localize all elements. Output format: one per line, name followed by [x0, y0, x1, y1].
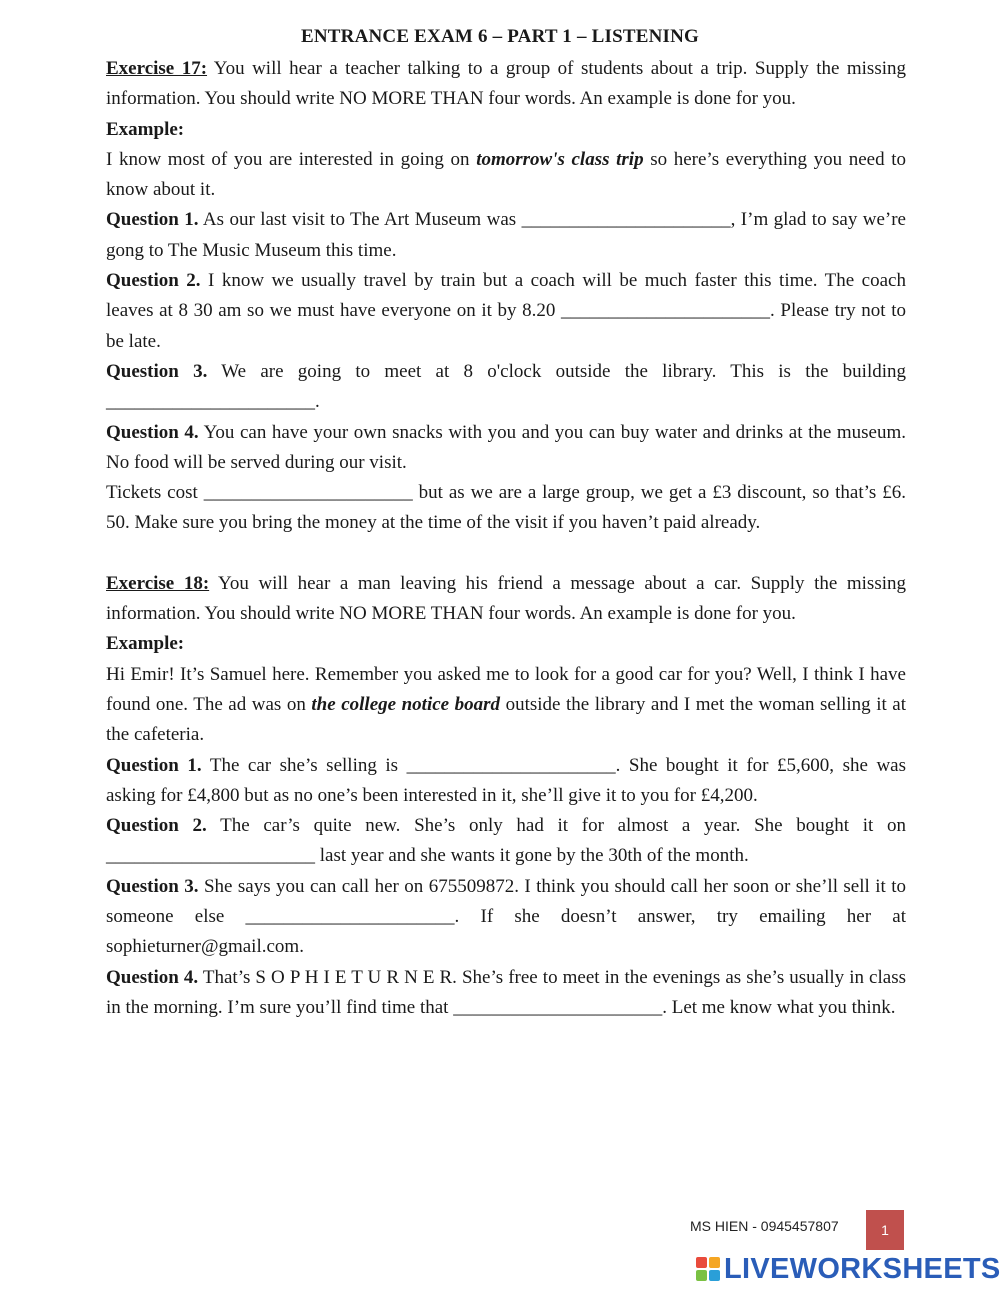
ex17-question-4-tickets: Tickets cost ______________________ but as we are a large group, we get a £3 discount, so that’s £6. 50. Make sure you bring the money at the time of the visit if you haven’t paid already. [106, 482, 906, 534]
ex18-question-4: Question 4. That’s S O P H I E T U R N E R. She’s free to meet in the evenings as she’s usually in class in the morning. I’m sure you’ll find time that ______________________. Let me know what you think. [106, 966, 906, 1018]
ex17-question-1: Question 1. As our last visit to The Art Museum was ______________________, I’m glad to say we’re gong to The Music Museum this time. [106, 209, 906, 261]
ex17-instruction: Exercise 17: You will hear a teacher talking to a group of students about a trip. Supply the missing information. You should write NO MORE THAN four words. An example is done for you. [106, 58, 906, 110]
ex18-heading: Exercise 18: [106, 572, 210, 594]
ex18-example-answer: the college notice board [311, 693, 501, 715]
ex17-heading: Exercise 17: [106, 58, 208, 79]
ex17-question-3: Question 3. We are going to meet at 8 o'clock outside the library. This is the building ______________________. [106, 360, 906, 413]
ex18-question-3: Question 3. She says you can call her on 675509872. I think you should call her soon or she’ll sell it to someone else ______________________. If she doesn’t answer, try emailing her at sophieturner@gmail.com. [106, 875, 906, 958]
ex17-example-label: Example: [106, 118, 185, 140]
ex18-example: Hi Emir! It’s Samuel here. Remember you asked me to look for a good car for you? Well, I think I have found one. The ad was on the college notice board outside the library and I met the woman selling it at the cafeteria. [106, 663, 907, 746]
worksheet-body [106, 54, 906, 1023]
page-title: ENTRANCE EXAM 6 – PART 1 – LISTENING [300, 26, 700, 47]
ex18-question-1: Question 1. The car she’s selling is ______________________. She bought it for £5,600, she was asking for £4,800 but as no one’s been interested in it, she’ll give it to you for £4,200. [106, 754, 906, 806]
ex18-example-label: Example: [106, 633, 185, 655]
footer-author: MS HIEN - 0945457807 [690, 1218, 839, 1234]
section-spacer [106, 539, 906, 569]
brand-name: LIVEWORKSHEETS [724, 1252, 1000, 1285]
ex17-example: I know most of you are interested in going on tomorrow's class trip so here’s everything you need to know about it. [106, 148, 906, 201]
ex18-question-2: Question 2. The car’s quite new. She’s only had it for almost a year. She bought it on ______________________ last year and she wants it gone by the 30th of the month. [106, 815, 906, 867]
ex17-question-2: Question 2. I know we usually travel by train but a coach will be much faster this time. The coach leaves at 8 30 am so we must have everyone on it by 8.20 ______________________. Please try not to be late. [106, 270, 906, 352]
ex18-instruction: Exercise 18: You will hear a man leaving his friend a message about a car. Supply the missing information. You should write NO MORE THAN four words. An example is done for you. [106, 572, 907, 625]
ex17-question-4: Question 4. You can have your own snacks with you and you can buy water and drinks at the museum. No food will be served during our visit. [106, 421, 906, 473]
page-number-badge: 1 [866, 1210, 904, 1250]
liveworksheets-logo-icon [696, 1257, 720, 1281]
ex17-example-answer: tomorrow's class trip [476, 148, 644, 170]
brand-logo[interactable] [696, 1254, 1000, 1284]
